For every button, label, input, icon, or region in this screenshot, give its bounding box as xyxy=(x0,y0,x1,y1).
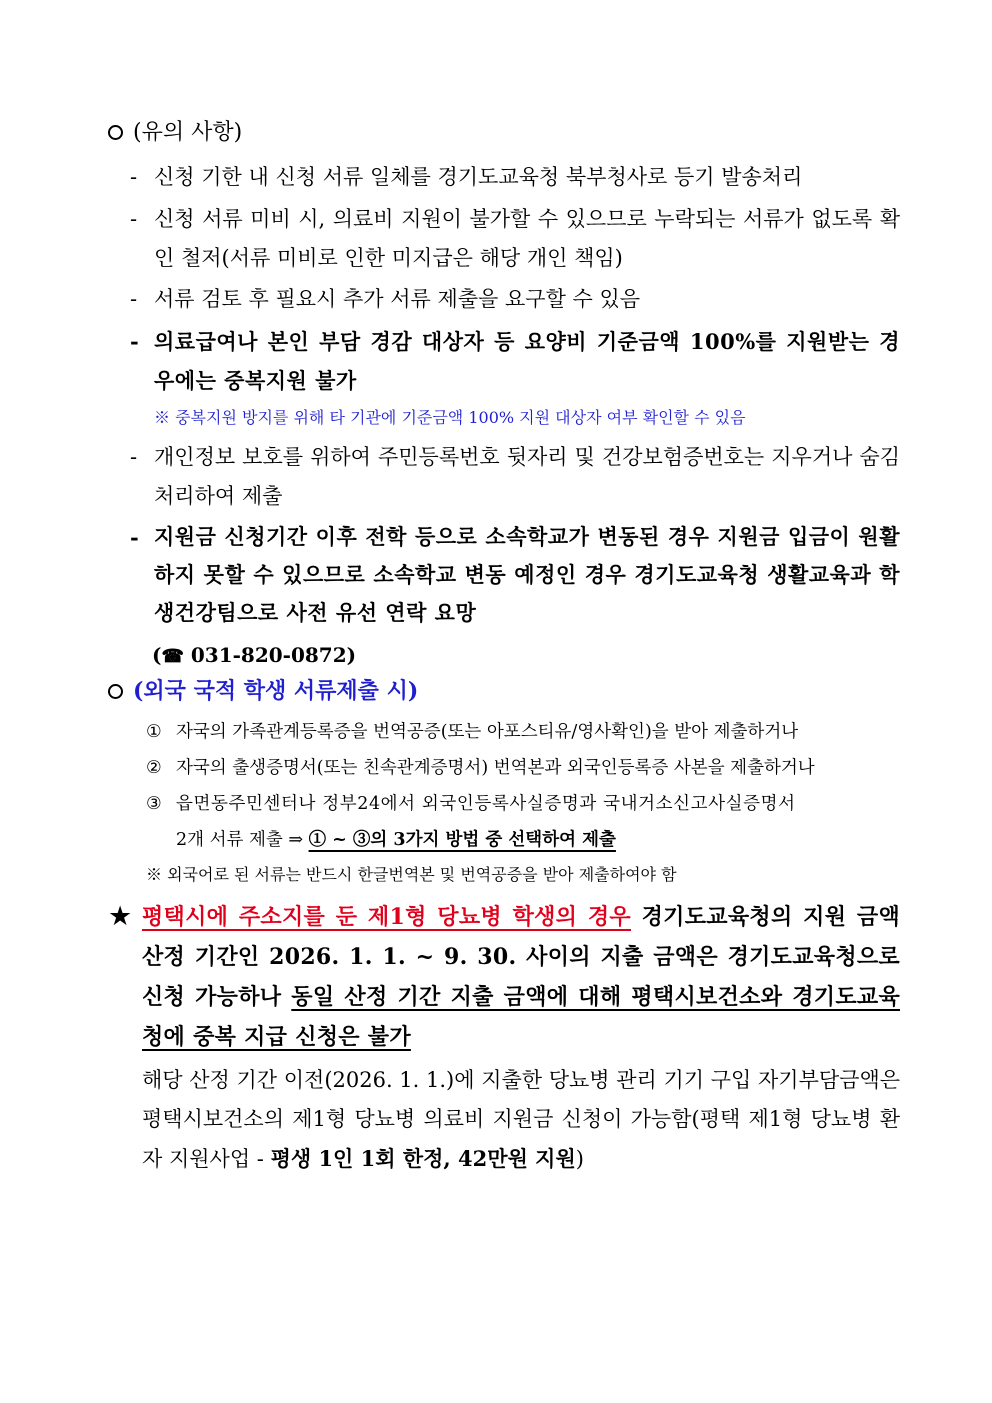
caution-item: - 신청 기한 내 신청 서류 일체를 경기도교육청 북부청사로 등기 발송처리 xyxy=(130,165,803,189)
pyeongtaek-tail-text: 해당 산정 기간 이전(2026. 1. 1.)에 지출한 당뇨병 관리 기기 구입 자기부담금액은 평택시보건소의 제1형 당뇨병 의료비 지원금 신청이 가능함(평택 제1형 당뇨병 환자 지원사업 - 평생 1인 1회 한정, 42만원 지원) xyxy=(142,1068,901,1171)
foreign-option: ① 자국의 가족관계등록증을 번역공증(또는 아포스티유/영사확인)을 받아 제출하거나 xyxy=(146,722,799,742)
foreign-option-continued: 2개 서류 제출 ⇒ ① ~ ③의 3가지 방법 중 선택하여 제출 xyxy=(176,830,616,850)
caution-item: - 서류 검토 후 필요시 추가 서류 제출을 요구할 수 있음 xyxy=(130,287,641,311)
duplicate-support-note: ※ 중복지원 방지를 위해 타 기관에 기준금액 100% 지원 대상자 여부 확인할 수 있음 xyxy=(154,408,746,427)
circle-bullet-icon xyxy=(108,125,123,140)
caution-item: - 신청 서류 미비 시, 의료비 지원이 불가할 수 있으므로 누락되는 서류가 없도록 확인 철저(서류 미비로 인한 미지급은 해당 개인 책임) xyxy=(130,207,900,270)
caution-item: - 개인정보 보호를 위하여 주민등록번호 뒷자리 및 건강보험증번호는 지우거나 숨김 처리하여 제출 xyxy=(130,445,900,508)
pyeongtaek-notice: ★ 평택시에 주소지를 둔 제1형 당뇨병 학생의 경우 경기도교육청의 지원 금액 산정 기간인 2026. 1. 1. ~ 9. 30. 사이의 지출 금액은 경기도교육청으로 신청 가능하나 동일 산정 기간 지출 금액에 대해 평택시보건소와 경기도교육청에 중복 지급 신청은 불가 해당 산정 기간 이전(2026. 1. 1.)에 지출한 당뇨병 관리 기기 구입 자기부담금액은 평택시보건소의 제1형 당뇨병 의료비 지원금 신청이 가능함(평택 제1형 당뇨병 환자 지원사업 - 평생 1인 1회 한정, 42만원 지원) xyxy=(108,897,900,1179)
method-selection-emphasis: ① ~ ③의 3가지 방법 중 선택하여 제출 xyxy=(308,830,616,850)
foreign-option: ③ 읍면동주민센터나 정부24에서 외국인등록사실증명과 국내거소신고사실증명서 xyxy=(146,794,796,814)
caution-heading: (유의 사항) xyxy=(108,118,242,148)
contact-phone: (☎ 031-820-0872) xyxy=(152,640,356,672)
duplicate-claim-warning: 동일 산정 기간 지출 금액에 대해 평택시보건소와 경기도교육청에 중복 지급 신청은 불가 xyxy=(142,984,900,1050)
caution-item-emphasis: - 지원금 신청기간 이후 전학 등으로 소속학교가 변동된 경우 지원금 입금이 원활하지 못할 수 있으므로 소속학교 변동 예정인 경우 경기도교육청 생활교육과 학생건강팀으로 사전 유선 연락 요망 xyxy=(130,524,900,625)
phone-icon: ☎ xyxy=(161,646,184,667)
pyeongtaek-red-text: 평택시에 주소지를 둔 제1형 당뇨병 학생의 경우 xyxy=(142,904,631,930)
circle-bullet-icon xyxy=(108,684,123,699)
foreign-heading: (외국 국적 학생 서류제출 시) xyxy=(108,676,418,706)
caution-item-emphasis: - 의료급여나 본인 부담 경감 대상자 등 요양비 기준금액 100%를 지원받는 경우에는 중복지원 불가 xyxy=(130,329,900,393)
foreign-option: ② 자국의 출생증명서(또는 친속관계증명서) 번역본과 외국인등록증 사본을 제출하거나 xyxy=(146,758,815,778)
star-icon: ★ xyxy=(108,901,133,932)
translation-note: ※ 외국어로 된 서류는 반드시 한글번역본 및 번역공증을 받아 제출하여야 함 xyxy=(146,865,677,884)
